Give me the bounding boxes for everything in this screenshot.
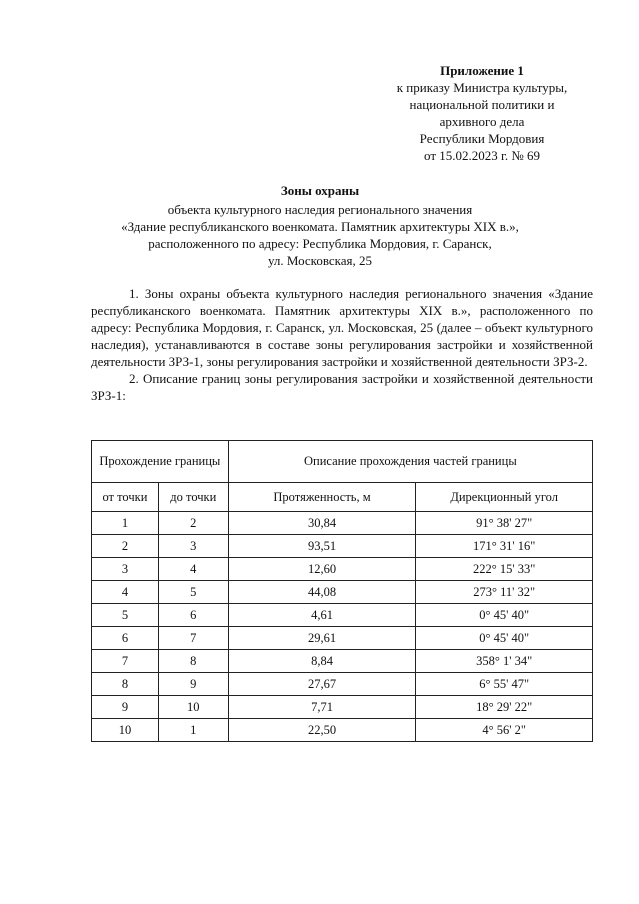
cell-to: 2: [158, 512, 228, 535]
cell-from: 10: [92, 719, 159, 742]
cell-to: 5: [158, 581, 228, 604]
cell-angle: 171° 31' 16": [416, 535, 593, 558]
table-row: [92, 650, 593, 673]
title-line: ул. Московская, 25: [267, 253, 373, 268]
cell-from: 8: [92, 673, 159, 696]
appendix-line: национальной политики и: [409, 97, 555, 112]
table-row: [92, 673, 593, 696]
cell-from: 4: [92, 581, 159, 604]
table-row: [92, 512, 593, 535]
cell-from: 7: [92, 650, 159, 673]
table-row: [92, 719, 593, 742]
appendix-line: от 15.02.2023 г. № 69: [423, 148, 541, 163]
cell-length: 44,08: [228, 581, 416, 604]
header-description: Описание прохождения частей границы: [228, 441, 592, 483]
table-row: [92, 535, 593, 558]
cell-from: 3: [92, 558, 159, 581]
paragraph-1: 1. Зоны охраны объекта культурного наследия регионального значения «Здание республиканского военкомата. Памятник архитектуры XIX в.», расположенного по адресу: Республика Мордовия, г. Саранск, ул. Московская, 25 (далее – объект культурного наследия), устанавливаются в составе зоны регулирования застройки и хозяйственной деятельности ЗРЗ-1, зоны регулирования застройки и хозяйственной деятельности ЗРЗ-2.: [91, 286, 593, 369]
cell-length: 27,67: [228, 673, 416, 696]
appendix-line: архивного дела: [439, 114, 525, 129]
cell-from: 2: [92, 535, 159, 558]
cell-length: 30,84: [228, 512, 416, 535]
document-title-block: [70, 182, 570, 269]
title-line: расположенного по адресу: Республика Мордовия, г. Саранск,: [148, 236, 492, 251]
col-from-header: от точки: [92, 483, 159, 512]
cell-angle: 0° 45' 40": [416, 627, 593, 650]
cell-to: 6: [158, 604, 228, 627]
cell-angle: 18° 29' 22": [416, 696, 593, 719]
cell-angle: 0° 45' 40": [416, 604, 593, 627]
cell-from: 1: [92, 512, 159, 535]
cell-angle: 6° 55' 47": [416, 673, 593, 696]
cell-from: 6: [92, 627, 159, 650]
table-row: [92, 558, 593, 581]
appendix-line: Республики Мордовия: [419, 131, 545, 146]
appendix-line: к приказу Министра культуры,: [396, 80, 568, 95]
table-row: [92, 581, 593, 604]
title-line: объекта культурного наследия регионального значения: [167, 202, 473, 217]
cell-to: 4: [158, 558, 228, 581]
cell-angle: 91° 38' 27": [416, 512, 593, 535]
table-row: [92, 627, 593, 650]
cell-angle: 4° 56' 2": [416, 719, 593, 742]
col-length-header: Протяженность, м: [228, 483, 416, 512]
cell-from: 9: [92, 696, 159, 719]
table-row: [92, 604, 593, 627]
document-title: Зоны охраны: [280, 183, 360, 198]
paragraph-2: 2. Описание границ зоны регулирования застройки и хозяйственной деятельности ЗРЗ-1:: [91, 371, 593, 403]
cell-length: 8,84: [228, 650, 416, 673]
title-line: «Здание республиканского военкомата. Памятник архитектуры XIX в.»,: [121, 219, 519, 234]
table-row: [92, 696, 593, 719]
appendix-block: [368, 62, 596, 164]
appendix-heading: Приложение 1: [440, 63, 524, 78]
cell-length: 12,60: [228, 558, 416, 581]
col-to-header: до точки: [158, 483, 228, 512]
cell-to: 10: [158, 696, 228, 719]
cell-angle: 273° 11' 32": [416, 581, 593, 604]
cell-length: 7,71: [228, 696, 416, 719]
header-passage: Прохождение границы: [92, 441, 229, 483]
col-angle-header: Дирекционный угол: [416, 483, 593, 512]
cell-length: 29,61: [228, 627, 416, 650]
cell-length: 4,61: [228, 604, 416, 627]
cell-length: 93,51: [228, 535, 416, 558]
boundary-table: [91, 440, 593, 742]
cell-to: 1: [158, 719, 228, 742]
cell-to: 7: [158, 627, 228, 650]
cell-to: 3: [158, 535, 228, 558]
cell-from: 5: [92, 604, 159, 627]
cell-angle: 358° 1' 34": [416, 650, 593, 673]
cell-length: 22,50: [228, 719, 416, 742]
cell-to: 9: [158, 673, 228, 696]
cell-angle: 222° 15' 33": [416, 558, 593, 581]
body-text: [91, 285, 593, 404]
cell-to: 8: [158, 650, 228, 673]
